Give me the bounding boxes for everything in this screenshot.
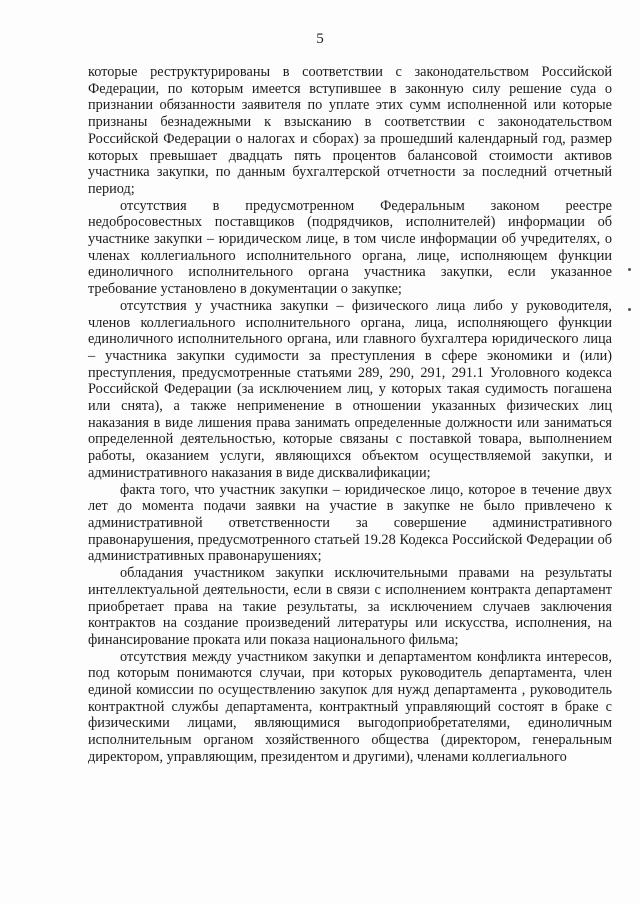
scan-speck bbox=[628, 308, 631, 311]
scan-speck bbox=[628, 268, 631, 271]
document-body bbox=[88, 64, 612, 766]
paragraph-4: факта того, что участник закупки – юридическое лицо, которое в течение двух лет до момента подачи заявки на участие в закупке не было привлечено к административной ответственности за совершение административного правонарушения, предусмотренного статьей 19.28 Кодекса Российской Федерации об административных правонарушениях; bbox=[88, 481, 612, 565]
paragraph-5: обладания участником закупки исключительными правами на результаты интеллектуальной деятельности, если в связи с исполнением контракта департамент приобретает права на такие результаты, за исключением случаев заключения контрактов на создание произведений литературы или искусства, исполнения, на финансирование проката или показа национального фильма; bbox=[88, 565, 612, 648]
paragraph-1: которые реструктурированы в соответствии с законодательством Российской Федерации, по которым имеется вступившее в законную силу решение суда о признании обязанности заявителя по уплате этих сумм исполненной или которые признаны безнадежными к взысканию в соответствии с законодательством Российской Федерации о налогах и сборах) за прошедший календарный год, размер которых превышает двадцать пять процентов балансовой стоимости активов участника закупки, по данным бухгалтерской отчетности за последний отчетный период; bbox=[88, 64, 612, 197]
paragraph-2: отсутствия в предусмотренном Федеральным законом реестре недобросовестных поставщиков (подрядчиков, исполнителей) информации об участнике закупки – юридическом лице, в том числе информации об учредителях, о членах коллегиального исполнительного органа, лице, исполняющем функции единоличного исполнительного органа участника закупки, если указанное требование установлено в документации о закупке; bbox=[88, 197, 612, 298]
paragraph-3: отсутствия у участника закупки – физического лица либо у руководителя, членов коллегиального исполнительного органа, лица, исполняющего функции единоличного исполнительного органа, или главного бухгалтера юридического лица – участника закупки судимости за преступления в сфере экономики и (или) преступления, предусмотренные статьями 289, 290, 291, 291.1 Уголовного кодекса Российской Федерации (за исключением лиц, у которых такая судимость погашена или снята), а также неприменение в отношении указанных физических лиц наказания в виде лишения права занимать определенные должности или заниматься определенной деятельностью, которые связаны с поставкой товара, выполнением работы, оказанием услуги, являющихся объектом осуществляемой закупки, и административного наказания в виде дисквалификации; bbox=[88, 297, 612, 481]
page-number: 5 bbox=[316, 31, 324, 47]
paragraph-6: отсутствия между участником закупки и департаментом конфликта интересов, под которым понимаются случаи, при которых руководитель департамента, член единой комиссии по осуществлению закупок для нужд департамента , руководитель контрактной службы департамента, контрактный управляющий состоят в браке с физическими лицами, являющимися выгодоприобретателями, единоличным исполнительным органом хозяйственного общества (директором, генеральным директором, управляющим, президентом и другими), членами коллегиального bbox=[88, 648, 612, 765]
